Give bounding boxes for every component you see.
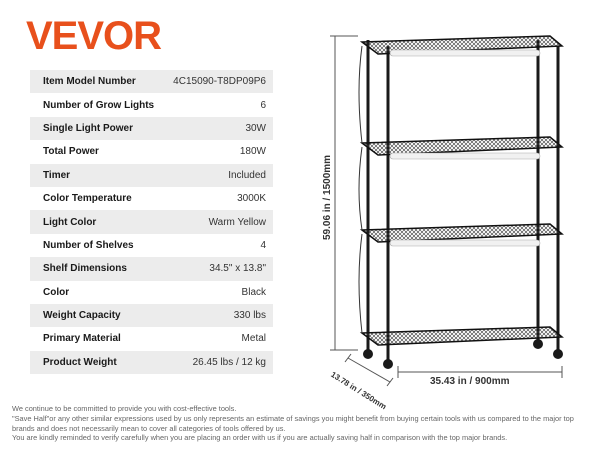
spec-row — [30, 140, 273, 163]
spec-label: Weight Capacity — [43, 310, 121, 322]
spec-row — [30, 70, 273, 93]
spec-label: Number of Shelves — [43, 239, 134, 251]
shelf-top — [362, 36, 562, 56]
spec-row — [30, 257, 273, 280]
spec-row — [30, 327, 273, 350]
spec-value: 34.5" x 13.8" — [209, 263, 266, 275]
spec-value: 4C15090-T8DP09P6 — [173, 76, 266, 88]
shelf-posts — [368, 40, 558, 360]
spec-label: Single Light Power — [43, 122, 134, 134]
spec-label: Total Power — [43, 146, 99, 158]
spec-label: Product Weight — [43, 356, 117, 368]
height-label: 59.06 in / 1500mm — [322, 154, 333, 240]
spec-value: Included — [228, 169, 266, 181]
spec-value: 3000K — [237, 193, 266, 205]
vevor-logo: VEVOR — [26, 14, 162, 58]
spec-table — [30, 70, 273, 374]
spec-value: 26.45 lbs / 12 kg — [192, 356, 266, 368]
spec-label: Color Temperature — [43, 193, 132, 205]
disclaimer — [12, 404, 592, 443]
depth-label: 13.78 in / 350mm — [329, 370, 388, 412]
spec-value: 330 lbs — [233, 310, 266, 322]
spec-value: 6 — [260, 99, 266, 111]
spec-value: 4 — [260, 239, 266, 251]
spec-row — [30, 304, 273, 327]
width-label: 35.43 in / 900mm — [430, 376, 510, 387]
spec-label: Light Color — [43, 216, 97, 228]
spec-value: Metal — [241, 333, 266, 345]
spec-value: 30W — [245, 122, 266, 134]
shelf-bottom — [362, 327, 562, 345]
spec-row — [30, 164, 273, 187]
disclaimer-line: You are kindly reminded to verify carefully when you are placing an order with us if you are actually saving half in comparison with the top major brands. — [12, 433, 508, 443]
height-dimension-line — [330, 36, 358, 350]
shelf-second — [362, 137, 562, 159]
spec-label: Timer — [43, 169, 71, 181]
spec-label: Color — [43, 286, 70, 298]
spec-row — [30, 117, 273, 140]
spec-label: Item Model Number — [43, 76, 136, 88]
shelf-third — [362, 224, 562, 246]
spec-label: Shelf Dimensions — [43, 263, 127, 275]
spec-row — [30, 187, 273, 210]
light-cables — [359, 46, 362, 333]
spec-value: Black — [241, 286, 266, 298]
shelf-diagram — [300, 10, 590, 400]
spec-row — [30, 234, 273, 257]
disclaimer-line: "Save Half"or any other similar expressions used by us only represents an estimate of savings you might benefit from buying certain tools with us compared to the major top brands and does not necessarily mean to cover all categories of tools offered by us. — [12, 413, 574, 433]
spec-value: 180W — [239, 146, 266, 158]
spec-row — [30, 210, 273, 233]
spec-value: Warm Yellow — [208, 216, 266, 228]
disclaimer-line: We continue to be committed to provide you with cost-effective tools. — [12, 404, 237, 413]
spec-row — [30, 351, 273, 374]
spec-row — [30, 281, 273, 304]
spec-label: Primary Material — [43, 333, 121, 345]
spec-label: Number of Grow Lights — [43, 99, 155, 111]
spec-row — [30, 93, 273, 116]
